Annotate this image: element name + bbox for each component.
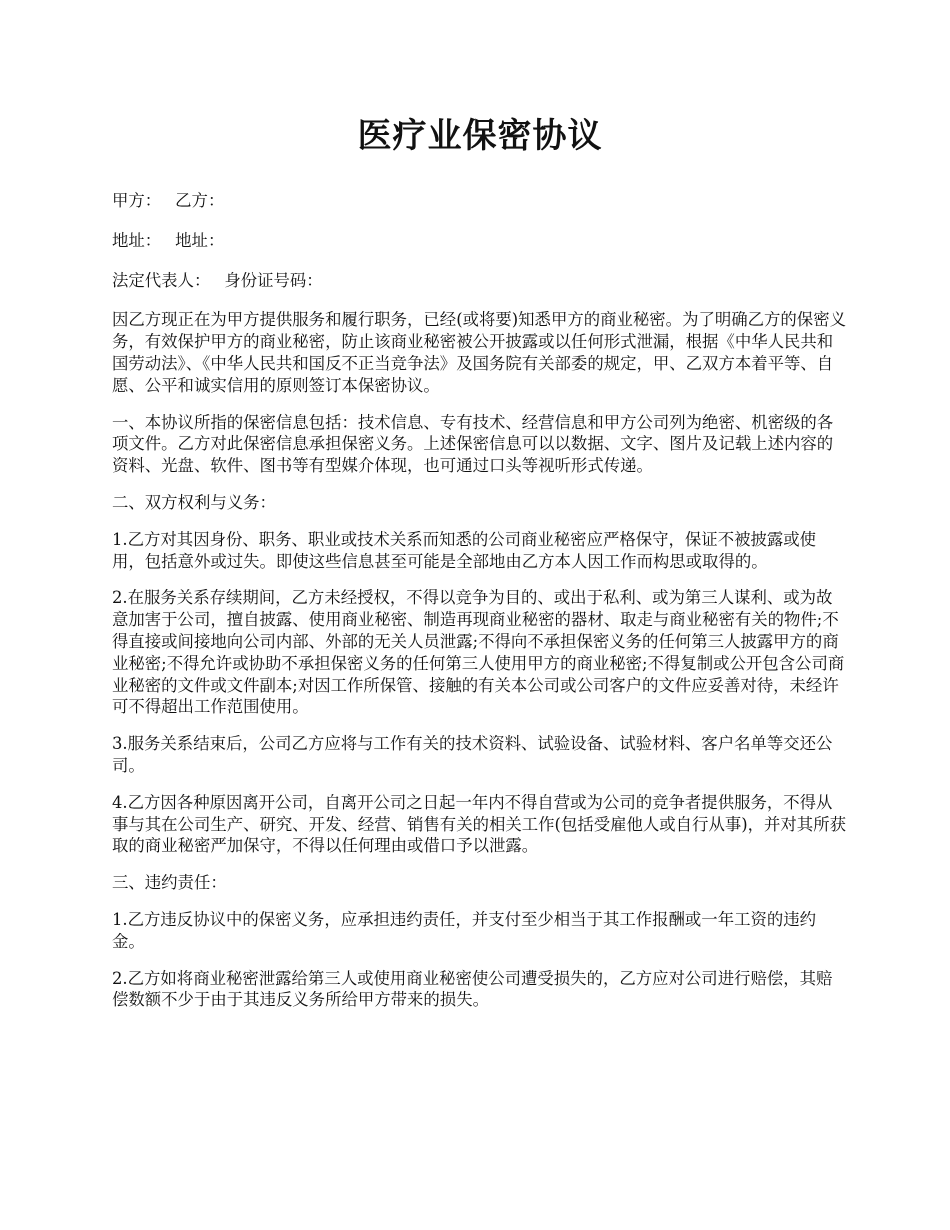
party-line: [112, 190, 848, 212]
section-3-item-1: 1.乙方违反协议中的保密义务，应承担违约责任，并支付至少相当于其工作报酬或一年工资的违约金。: [112, 909, 817, 951]
section-2-item-3: 3.服务关系结束后，公司乙方应将与工作有关的技术资料、试验设备、试验材料、客户名单等交还公司。: [112, 734, 833, 775]
address-a-label: 地址：: [112, 230, 162, 250]
legal-rep-label: 法定代表人：: [112, 270, 211, 290]
section-3-item-2: 2.乙方如将商业秘密泄露给第三人或使用商业秘密使公司遭受损失的，乙方应对公司进行赔偿，其赔偿数额不少于由于其违反义务所给甲方带来的损失。: [112, 968, 833, 1010]
section-2-heading: 二、双方权利与义务：: [112, 492, 276, 512]
party-a-label: 甲方：: [112, 191, 162, 210]
representative-line: [112, 270, 848, 292]
address-b-label: 地址：: [175, 230, 225, 250]
document-page: [112, 112, 848, 1026]
document-title: 医疗业保密协议: [357, 116, 603, 156]
section-1-paragraph: 一、本协议所指的保密信息包括：技术信息、专有技术、经营信息和甲方公司列为绝密、机密级的各项文件。乙方对此保密信息承担保密义务。上述保密信息可以以数据、文字、图片及记载上述内容的资料、光盘、软件、图书等有型媒介体现，也可通过口头等视听形式传递。: [112, 412, 834, 476]
id-number-label: 身份证号码：: [224, 270, 323, 290]
section-2-item-1: 1.乙方对其因身份、职务、职业或技术关系而知悉的公司商业秘密应严格保守，保证不被披露或使用，包括意外或过失。即使这些信息甚至可能是全部地由乙方本人因工作而构思或取得的。: [112, 529, 817, 571]
section-2-item-4: 4.乙方因各种原因离开公司，自离开公司之日起一年内不得自营或为公司的竞争者提供服务，不得从事与其在公司生产、研究、开发、经营、销售有关的相关工作(包括受雇他人或自行从事)，并对其所获取的商业秘密严加保守，不得以任何理由或借口予以泄露。: [112, 792, 846, 856]
section-2-item-2: 2.在服务关系存续期间，乙方未经授权，不得以竞争为目的、或出于私利、或为第三人谋利、或为故意加害于公司，擅自披露、使用商业秘密、制造再现商业秘密的器材、取走与商业秘密有关的物件;不得直接或间接地向公司内部、外部的无关人员泄露;不得向不承担保密义务的任何第三人披露甲方的商业秘密;不得允许或协助不承担保密义务的任何第三人使用甲方的商业秘密;不得复制或公开包含公司商业秘密的文件或文件副本;对因工作所保管、接触的有关本公司或公司客户的文件应妥善对待，未经许可不得超出工作范围使用。: [112, 588, 845, 717]
party-b-label: 乙方：: [175, 191, 225, 210]
preamble-paragraph: 因乙方现正在为甲方提供服务和履行职务，已经(或将要)知悉甲方的商业秘密。为了明确乙方的保密义务，有效保护甲方的商业秘密，防止该商业秘密被公开披露或以任何形式泄漏，根据《中华人民共和国劳动法》、《中华人民共和国反不正当竞争法》及国务院有关部委的规定，甲、乙双方本着平等、自愿、公平和诚实信用的原则签订本保密协议。: [112, 310, 846, 395]
section-3-heading: 三、违约责任：: [112, 873, 227, 893]
address-line: [112, 230, 848, 252]
